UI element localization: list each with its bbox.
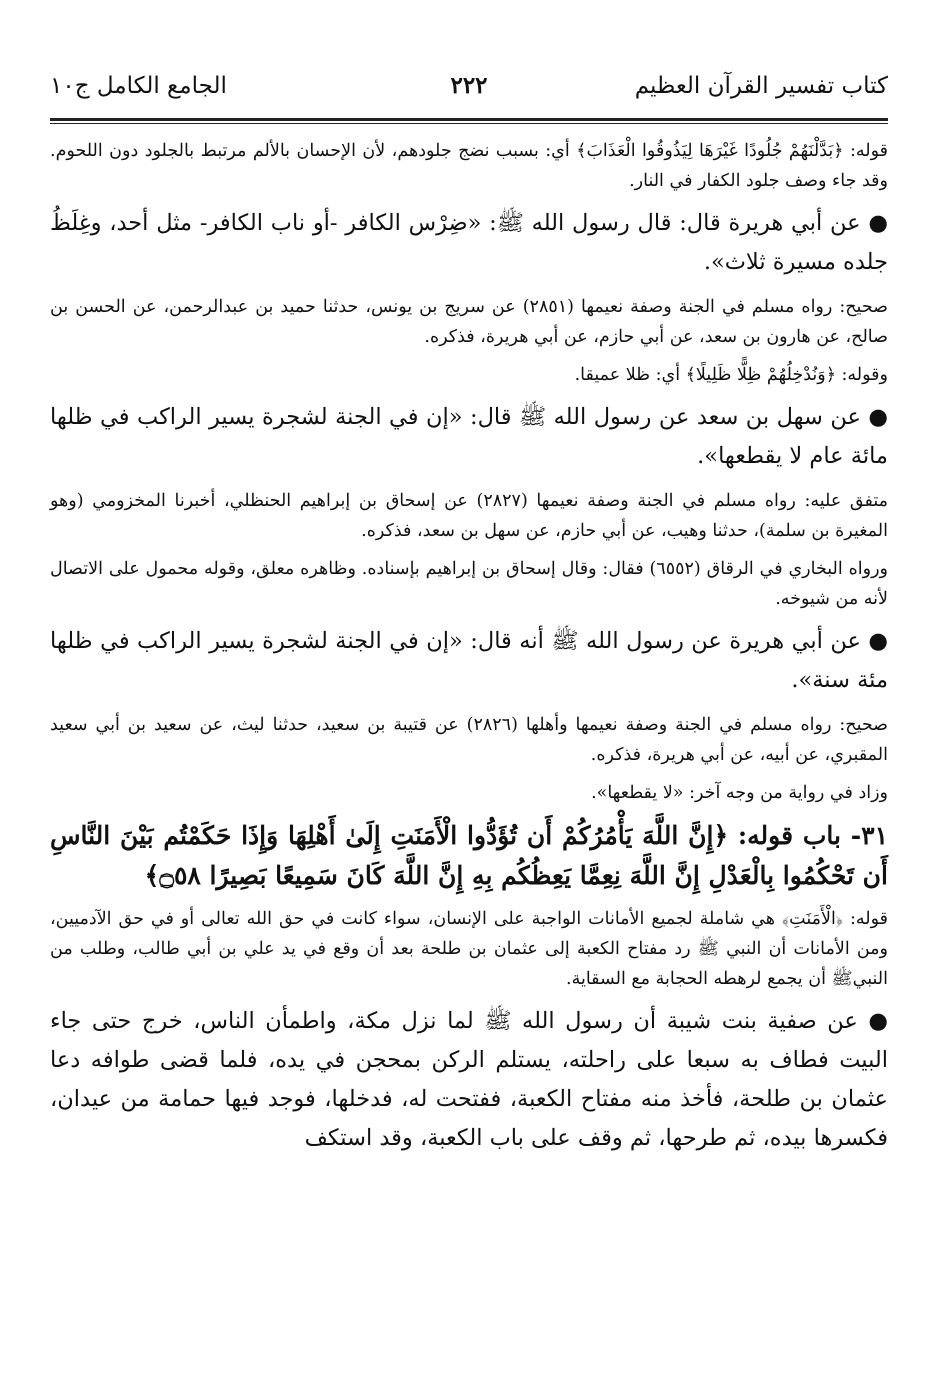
commentary-paragraph: ورواه البخاري في الرقاق (٦٥٥٢) فقال: وقال إسحاق بن إبراهيم بإسناده. وظاهره معلق، وقوله محمول على الاتصال لأنه من شيوخه. (50, 559, 888, 609)
volume-title: الجامع الكامل ج١٠ (50, 73, 227, 99)
commentary-paragraph: قوله: ﴿الْأَمَنَتِ﴾ هي شاملة لجميع الأمانات الواجبة على الإنسان، سواء كانت في حق الله تعالى أو في حق الآدميين، ومن الأمانات أن النبي ﷺ رد مفتاح الكعبة إلى عثمان بن طلحة بعد أن وقع في يد علي بن أبي طالب، وطلب من النبيﷺ أن يجمع لرهطه الحجابة مع السقاية. (50, 909, 888, 989)
commentary-paragraph: قوله: ﴿بَدَّلْنَهُمْ جُلُودًا غَيْرَهَا لِيَذُوقُوا الْعَذَابَ﴾ أي: بسبب نضج جلودهم، لأن الإحسان بالألم مرتبط بالجلود دون اللحوم. وقد جاء وصف جلود الكفار في النار. (50, 141, 888, 191)
hadith-paragraph: ● عن سهل بن سعد عن رسول الله ﷺ قال: «إن في الجنة لشجرة يسير الراكب في ظلها مائة عام لا يقطعها». (50, 404, 888, 469)
book-title: كتاب تفسير القرآن العظيم (634, 73, 888, 99)
book-page (50, 60, 888, 1168)
hadith-paragraph: ● عن صفية بنت شيبة أن رسول الله ﷺ لما نزل مكة، واطمأن الناس، خرج حتى جاء البيت فطاف به سبعا على راحلته، يستلم الركن بمحجن في يده، فلما قضى طوافه دعا عثمان بن طلحة، فأخذ منه مفتاح الكعبة، ففتحت له، فدخلها، فوجد فيها حمامة من عيدان، فكسرها بيده، ثم طرحها، ثم وقف على باب الكعبة، وقد استكف (50, 1008, 888, 1151)
hadith-paragraph: ● عن أبي هريرة قال: قال رسول الله ﷺ: «ضِرْس الكافر -أو ناب الكافر- مثل أحد، وغِلَظُ جلده مسيرة ثلاث». (50, 210, 888, 275)
page-header (50, 60, 888, 112)
header-rule (50, 118, 888, 124)
commentary-paragraph: وقوله: ﴿وَنُدْخِلُهُمْ ظِلًّا ظَلِيلًا﴾ أي: ظلا عميقا. (574, 365, 888, 385)
commentary-paragraph: صحيح: رواه مسلم في الجنة وصفة نعيمها (٢٨٥١) عن سريج بن يونس، حدثنا حميد بن عبدالرحمن، عن الحسن بن صالح، عن هارون بن سعد، عن أبي حازم، عن أبي هريرة، فذكره. (50, 297, 888, 347)
commentary-paragraph: وزاد في رواية من وجه آخر: «لا يقطعها». (591, 783, 888, 803)
page-number: ٢٢٢ (450, 72, 488, 99)
page-body (50, 136, 888, 1158)
commentary-paragraph: صحيح: رواه مسلم في الجنة وصفة نعيمها وأهلها (٢٨٢٦) عن قتيبة بن سعيد، حدثنا ليث، عن سعيد بن أبي سعيد المقبري، عن أبيه، عن أبي هريرة، فذكره. (50, 715, 889, 765)
section-heading: ٣١- باب قوله: ﴿إِنَّ اللَّهَ يَأْمُرُكُمْ أَن تُؤَدُّوا الْأَمَنَتِ إِلَىٰ أَهْلِهَا وَإِذَا حَكَمْتُم بَيْنَ النَّاسِ أَن تَحْكُمُوا بِالْعَدْلِ إِنَّ اللَّهَ نِعِمَّا يَعِظُكُم بِهِ إِنَّ اللَّهَ كَانَ سَمِيعًا بَصِيرًا ۝٥٨﴾ (50, 821, 888, 890)
commentary-paragraph: متفق عليه: رواه مسلم في الجنة وصفة نعيمها (٢٨٢٧) عن إسحاق بن إبراهيم الحنظلي، أخبرنا المخزومي (وهو المغيرة بن سلمة)، حدثنا وهيب، عن أبي حازم، عن سهل بن سعد، فذكره. (50, 491, 889, 541)
hadith-paragraph: ● عن أبي هريرة عن رسول الله ﷺ أنه قال: «إن في الجنة لشجرة يسير الراكب في ظلها مئة سنة». (50, 628, 888, 693)
